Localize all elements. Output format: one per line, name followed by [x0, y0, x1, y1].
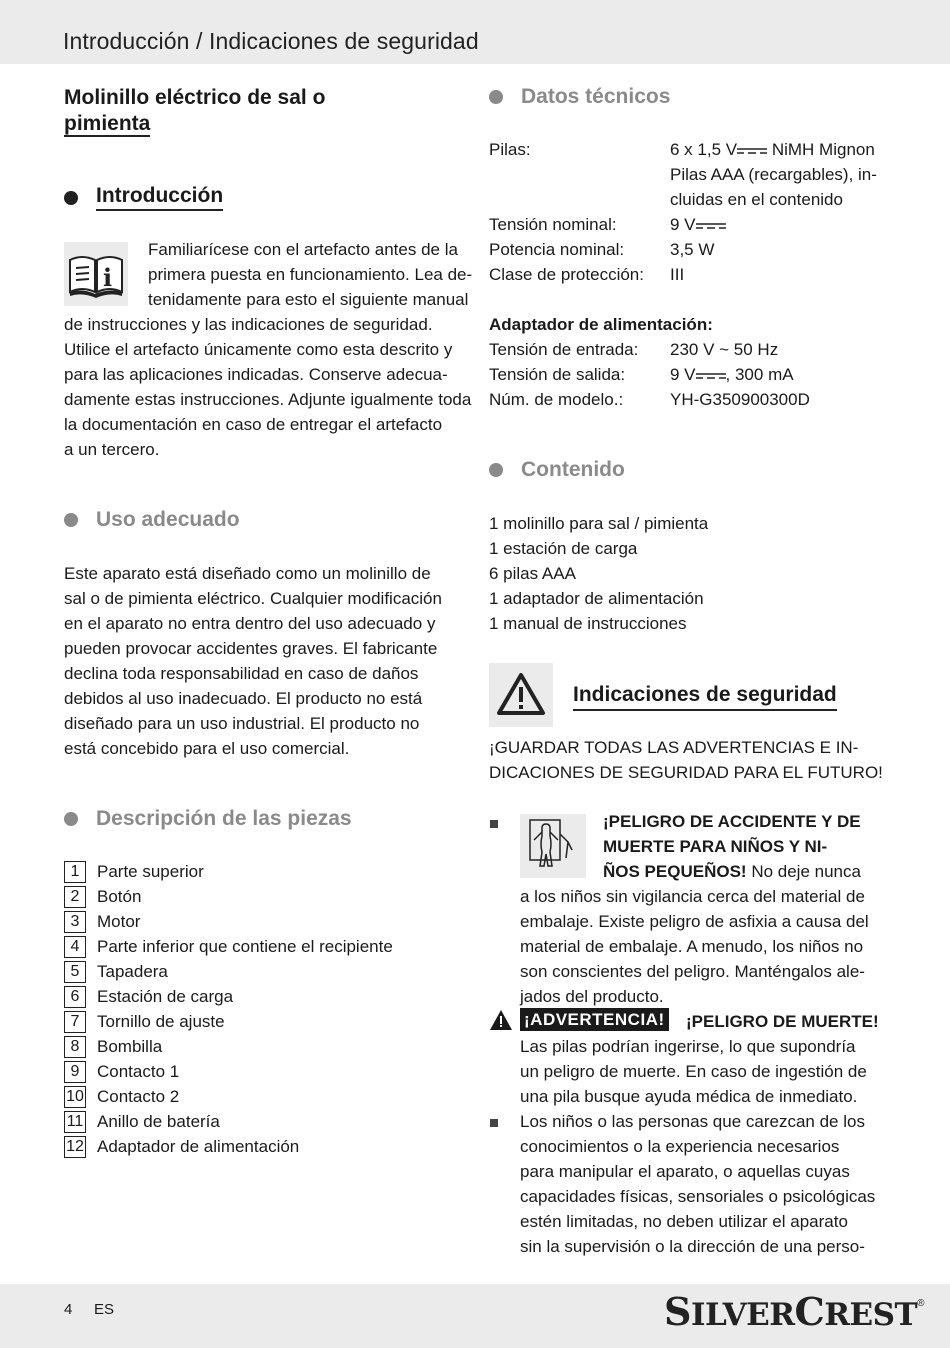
- parts-list-item: [64, 1136, 299, 1158]
- spec-value: YH-G350900300D: [670, 390, 810, 409]
- part-number: 3: [64, 911, 86, 933]
- square-bullet-icon: [490, 820, 498, 828]
- part-number: 1: [64, 861, 86, 883]
- direct-current-icon: [737, 147, 767, 155]
- info-manual-icon: [64, 242, 128, 306]
- bullet-dot-icon: [489, 90, 503, 104]
- part-number: 9: [64, 1061, 86, 1083]
- children-line: sin la supervisión o la dirección de una perso-: [520, 1237, 865, 1256]
- danger-line: son conscientes del peligro. Manténgalos ale-: [520, 962, 865, 981]
- advert-line: una pila busque ayuda médica de inmediato.: [520, 1087, 858, 1106]
- intro-line: primera puesta en funcionamiento. Lea de-: [148, 265, 473, 284]
- section-heading: Datos técnicos: [521, 85, 671, 108]
- brand-part: ILVER: [690, 1297, 795, 1333]
- spec-value-part: 6 x 1,5 V: [670, 140, 738, 159]
- parts-list-item: [64, 1111, 220, 1133]
- intro-line: damente estas instrucciones. Adjunte igualmente toda: [64, 390, 472, 409]
- brand-letter: C: [794, 1289, 825, 1334]
- section-datos-tecnicos: [489, 85, 670, 109]
- contenido-item: 1 estación de carga: [489, 539, 638, 558]
- part-label: Contacto 1: [97, 1062, 180, 1081]
- parts-list-item: [64, 961, 168, 983]
- part-number: 8: [64, 1036, 86, 1058]
- uso-line: sal o de pimienta eléctrico. Cualquier modificación: [64, 589, 442, 608]
- part-label: Estación de carga: [97, 987, 234, 1006]
- parts-list-item: [64, 861, 204, 883]
- registered-mark: ®: [917, 1298, 925, 1309]
- spec-label: Tensión nominal:: [489, 215, 617, 234]
- part-number: 12: [64, 1136, 86, 1158]
- safety-heading-text: Indicaciones de seguridad: [573, 683, 837, 711]
- children-line: capacidades físicas, sensoriales o psicológicas: [520, 1187, 876, 1206]
- svg-text:i: i: [103, 263, 113, 292]
- warning-triangle-icon: [489, 663, 553, 727]
- intro-line: Utilice el artefacto únicamente como esta descrito y: [64, 340, 453, 359]
- advert-line: Las pilas podrían ingerirse, lo que supondría: [520, 1037, 856, 1056]
- spec-value: cluidas en el contenido: [670, 190, 843, 209]
- part-label: Anillo de batería: [97, 1112, 220, 1131]
- part-number: 4: [64, 936, 86, 958]
- brand-part: REST: [824, 1297, 918, 1333]
- page-number: 4: [64, 1301, 73, 1318]
- uso-line: Este aparato está diseñado como un molinillo de: [64, 564, 431, 583]
- parts-list-item: [64, 1061, 179, 1083]
- parts-list-item: [64, 1086, 179, 1108]
- bullet-dot-icon: [64, 812, 78, 826]
- parts-list-item: [64, 1036, 162, 1058]
- spec-value: [670, 362, 794, 387]
- part-label: Tornillo de ajuste: [97, 1012, 225, 1031]
- parts-list-item: [64, 936, 393, 958]
- spec-value: III: [670, 265, 685, 284]
- contenido-item: 1 molinillo para sal / pimienta: [489, 514, 709, 533]
- spec-value: [670, 212, 726, 237]
- danger-bold-line: MUERTE PARA NIÑOS Y NI-: [603, 837, 828, 856]
- section-introduccion: [64, 184, 223, 211]
- part-number: 11: [64, 1111, 86, 1133]
- parts-list-item: [64, 986, 233, 1008]
- part-label: Parte inferior que contiene el recipiente: [97, 937, 393, 956]
- danger-line: material de embalaje. A menudo, los niños no: [520, 937, 864, 956]
- section-contenido: [489, 458, 625, 482]
- spec-label: Núm. de modelo.:: [489, 390, 624, 409]
- child-danger-icon: [520, 814, 586, 878]
- spec-value-part: NiMH Mignon: [771, 140, 875, 159]
- children-line: conocimientos o la experiencia necesarios: [520, 1137, 840, 1156]
- danger-line: embalaje. Existe peligro de asfixia a causa del: [520, 912, 869, 931]
- product-title: [64, 85, 325, 137]
- danger-rest: No deje nunca: [746, 862, 861, 881]
- advertencia-label: ¡ADVERTENCIA!: [520, 1008, 669, 1031]
- bullet-dot-icon: [64, 513, 78, 527]
- children-line: para manipular el aparato, o aquellas cuyas: [520, 1162, 850, 1181]
- part-number: 2: [64, 886, 86, 908]
- small-warning-triangle-icon: [489, 1009, 513, 1036]
- bullet-dot-icon: [64, 191, 78, 205]
- contenido-item: 1 manual de instrucciones: [489, 614, 687, 633]
- brand-logo: [664, 1289, 925, 1335]
- spec-value: [670, 137, 875, 162]
- safety-heading: [573, 683, 837, 707]
- uso-line: diseñado para un uso industrial. El producto no: [64, 714, 420, 733]
- advert-line: un peligro de muerte. En caso de ingestión de: [520, 1062, 867, 1081]
- intro-line: de instrucciones y las indicaciones de seguridad.: [64, 315, 433, 334]
- spec-label: Potencia nominal:: [489, 240, 625, 259]
- part-label: Tapadera: [97, 962, 168, 981]
- bullet-dot-icon: [489, 463, 503, 477]
- spec-value-part: 9 V: [670, 215, 696, 234]
- part-label: Motor: [97, 912, 141, 931]
- parts-list-item: [64, 1011, 225, 1033]
- square-bullet-icon: [490, 1119, 498, 1127]
- intro-line: Familiarícese con el artefacto antes de la: [148, 240, 458, 259]
- product-title-line2: pimienta: [64, 112, 151, 135]
- part-label: Parte superior: [97, 862, 204, 881]
- uso-line: está concebido para el uso comercial.: [64, 739, 350, 758]
- adaptador-heading: Adaptador de alimentación:: [489, 315, 713, 334]
- spec-label: Pilas:: [489, 140, 531, 159]
- children-line: estén limitadas, no deben utilizar el aparato: [520, 1212, 848, 1231]
- direct-current-icon: [696, 222, 726, 230]
- safety-keep-line: DICACIONES DE SEGURIDAD PARA EL FUTURO!: [489, 763, 883, 782]
- part-label: Botón: [97, 887, 142, 906]
- section-heading: Descripción de las piezas: [96, 807, 352, 830]
- advert-title: ¡PELIGRO DE MUERTE!: [686, 1012, 879, 1031]
- spec-value-part: , 300 mA: [725, 365, 794, 384]
- danger-line: a los niños sin vigilancia cerca del material de: [520, 887, 865, 906]
- section-heading: Contenido: [521, 458, 625, 481]
- contenido-item: 1 adaptador de alimentación: [489, 589, 704, 608]
- children-line: Los niños o las personas que carezcan de los: [520, 1112, 865, 1131]
- spec-value-part: 9 V: [670, 365, 696, 384]
- spec-value: 230 V ~ 50 Hz: [670, 340, 779, 359]
- part-label: Adaptador de alimentación: [97, 1137, 300, 1156]
- danger-bold-line: ÑOS PEQUEÑOS!: [603, 862, 747, 881]
- section-heading: Uso adecuado: [96, 508, 240, 531]
- part-label: Contacto 2: [97, 1087, 180, 1106]
- language-code: ES: [94, 1301, 115, 1318]
- uso-line: declina toda responsabilidad en caso de daños: [64, 664, 419, 683]
- contenido-item: 6 pilas AAA: [489, 564, 576, 583]
- section-descripcion-piezas: [64, 807, 352, 831]
- section-heading: Introducción: [96, 184, 223, 211]
- direct-current-icon: [696, 372, 726, 380]
- spec-label: Tensión de entrada:: [489, 340, 639, 359]
- part-number: 5: [64, 961, 86, 983]
- danger-line: jados del producto.: [520, 987, 664, 1006]
- spec-value: Pilas AAA (recargables), in-: [670, 165, 877, 184]
- parts-list-item: [64, 886, 141, 908]
- spec-value: 3,5 W: [670, 240, 715, 259]
- uso-line: en el aparato no entra dentro del uso adecuado y: [64, 614, 436, 633]
- uso-line: debidos al uso inadecuado. El producto no está: [64, 689, 423, 708]
- part-label: Bombilla: [97, 1037, 163, 1056]
- uso-line: pueden provocar accidentes graves. El fabricante: [64, 639, 438, 658]
- intro-line: para las aplicaciones indicadas. Conserve adecua-: [64, 365, 448, 384]
- product-title-line1: Molinillo eléctrico de sal o: [64, 86, 326, 109]
- intro-line: a un tercero.: [64, 440, 160, 459]
- intro-line: la documentación en caso de entregar el artefacto: [64, 415, 443, 434]
- safety-keep-line: ¡GUARDAR TODAS LAS ADVERTENCIAS E IN-: [489, 738, 859, 757]
- danger-bold-line: ¡PELIGRO DE ACCIDENTE Y DE: [603, 812, 861, 831]
- spec-label: Tensión de salida:: [489, 365, 626, 384]
- section-uso-adecuado: [64, 508, 240, 532]
- part-number: 7: [64, 1011, 86, 1033]
- page-header-title: Introducción / Indicaciones de seguridad: [63, 28, 479, 54]
- part-number: 6: [64, 986, 86, 1008]
- brand-letter: S: [664, 1289, 691, 1334]
- part-number: 10: [64, 1086, 86, 1108]
- intro-line: tenidamente para esto el siguiente manual: [148, 290, 469, 309]
- spec-label: Clase de protección:: [489, 265, 644, 284]
- danger-line: [603, 859, 861, 884]
- parts-list-item: [64, 911, 140, 933]
